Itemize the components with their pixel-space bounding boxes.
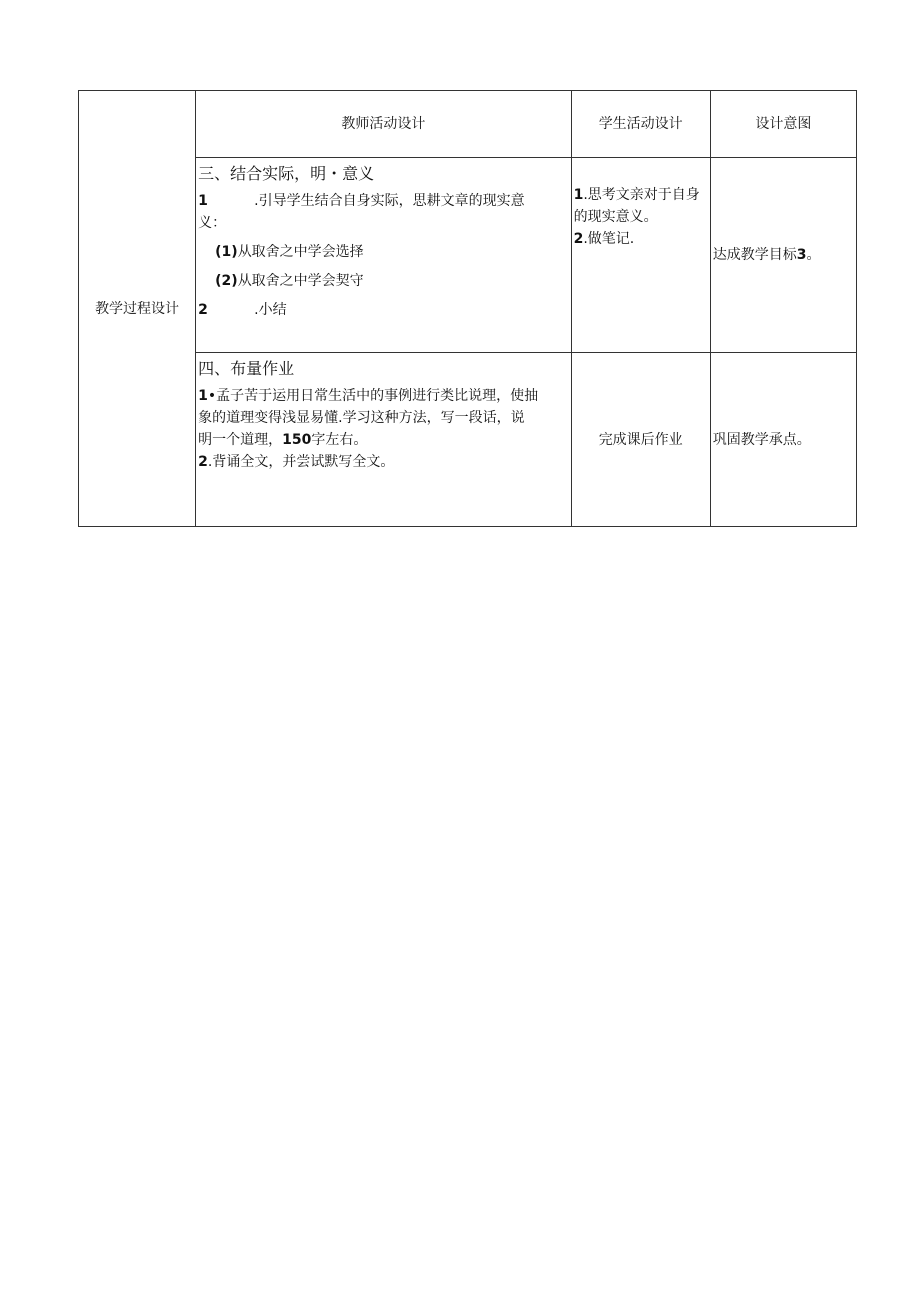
teacher-header-cell [196, 91, 571, 158]
item-text: .做笔记. [583, 231, 635, 247]
table-row [79, 158, 857, 353]
list-item [198, 299, 568, 321]
item-number: 1 [198, 388, 208, 404]
item-number: 2 [198, 454, 208, 470]
list-item [198, 190, 568, 212]
list-item [574, 184, 708, 206]
list-item [198, 385, 568, 407]
student-activity-cell [571, 158, 710, 353]
student-header-cell [571, 91, 710, 158]
item-text: .引导学生结合自身实际，思耕文章的现实意 [254, 193, 525, 209]
list-item [198, 451, 568, 473]
item-text: .小结 [254, 302, 287, 318]
item-number: 1 [573, 187, 584, 203]
sub-item-text: 从取舍之中学会契守 [237, 273, 364, 289]
item-text: 明一个道理， [198, 432, 283, 448]
table-row [79, 353, 857, 527]
student-activity-text: 完成课后作业 [598, 431, 683, 448]
intent-end: 。 [806, 247, 821, 263]
list-item [198, 270, 568, 292]
word-count: 150 [282, 432, 312, 448]
sub-item-text: 从取舍之中学会选择 [237, 244, 364, 260]
item-text: .思考文亲对于自身 [583, 187, 700, 203]
student-header: 学生活动设计 [598, 116, 683, 132]
step-heading: 四、布量作业 [198, 359, 295, 378]
sub-item-number: (2) [215, 273, 238, 289]
intent-text: 达成教学目标 [712, 247, 797, 263]
design-intent-cell [710, 158, 856, 353]
intent-number: 3 [796, 247, 807, 263]
item-text-continued: 的现实意义。 [573, 209, 658, 225]
section-label-cell [79, 91, 196, 527]
design-intent-cell [710, 353, 856, 527]
teacher-header: 教师活动设计 [341, 116, 426, 132]
teacher-activity-cell [196, 158, 571, 353]
list-item [198, 241, 568, 263]
item-text: •孟子苦于运用日常生活中的事例进行类比说理，使抽 [207, 388, 539, 404]
sub-item-number: (1) [215, 244, 238, 260]
item-number: 2 [573, 231, 584, 247]
list-item [574, 228, 708, 250]
item-text: 字左右。 [311, 432, 368, 448]
lesson-plan-table [78, 90, 857, 527]
step-heading: 三、结合实际，明・意义 [198, 164, 375, 183]
section-label: 教学过程设计 [95, 300, 180, 317]
intent-header: 设计意图 [755, 116, 812, 132]
item-text-continued [198, 429, 568, 451]
intent-text: 巩固教学承点。 [712, 431, 811, 448]
student-activity-cell [571, 353, 710, 527]
table-header-row [79, 91, 857, 158]
intent-header-cell [710, 91, 856, 158]
item-text-continued: 象的道理变得浅显易懂.学习这种方法，写一段话，说 [198, 410, 525, 426]
item-number: 1 [198, 193, 208, 209]
item-number: 2 [198, 302, 208, 318]
teacher-activity-cell [196, 353, 571, 527]
item-text: .背诵全文，并尝试默写全文。 [207, 454, 395, 470]
item-text-continued: 义： [198, 215, 227, 231]
